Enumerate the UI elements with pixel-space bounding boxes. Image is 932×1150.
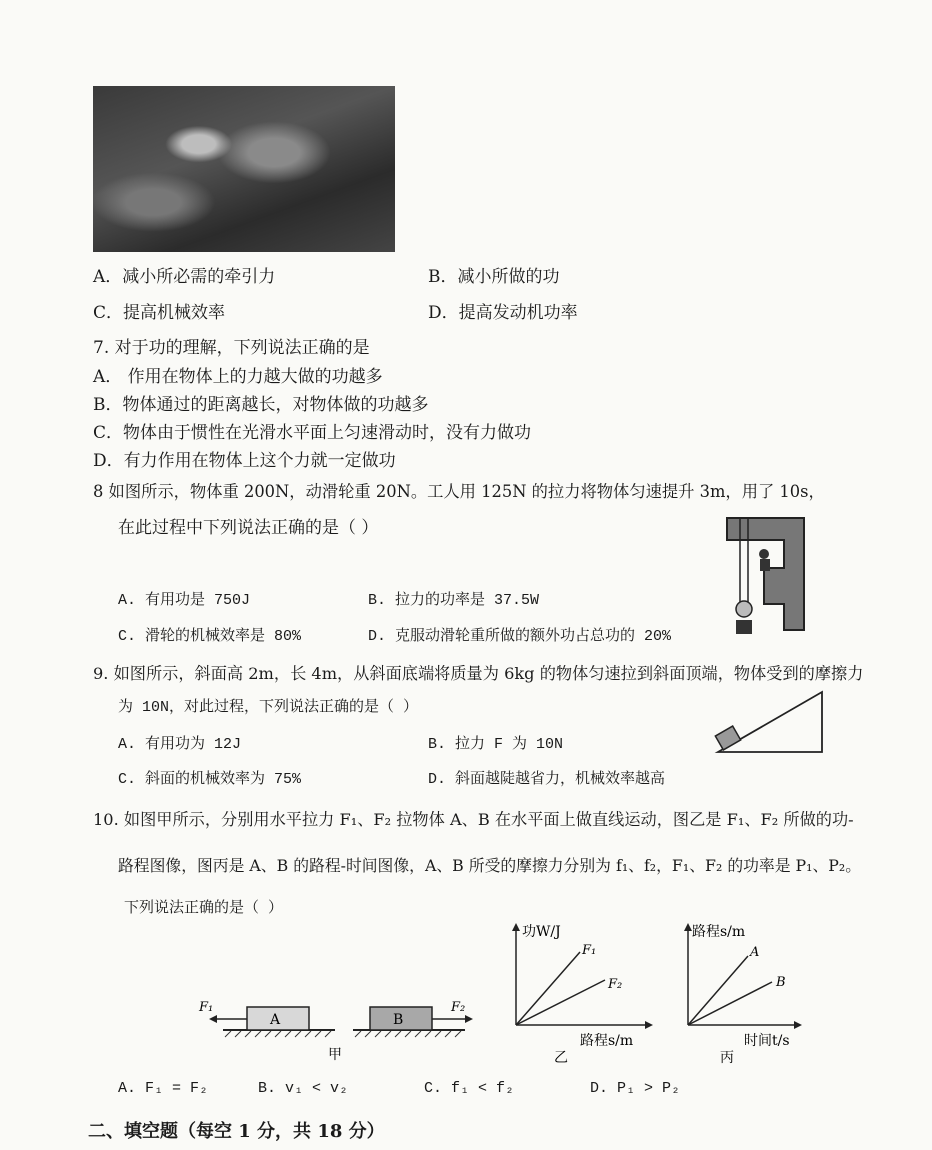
line-b xyxy=(688,982,772,1025)
q8-option-b: B. 拉力的功率是 37.5W xyxy=(368,592,540,609)
q8-option-c: C. 滑轮的机械效率是 80% xyxy=(118,628,302,645)
figure-bing-caption: 丙 xyxy=(720,1050,734,1065)
q7-option-c: C．物体由于惯性在光滑水平面上匀速滑动时，没有力做功 xyxy=(93,423,532,443)
line-a xyxy=(688,956,748,1025)
figure-yi-caption: 乙 xyxy=(554,1050,568,1065)
q10-option-b: B. v₁ < v₂ xyxy=(258,1080,349,1097)
force-f2-label: F₂ xyxy=(451,1000,466,1015)
q6-option-a: A．减小所必需的牵引力 xyxy=(93,267,276,287)
q9-option-b: B. 拉力 F 为 10N xyxy=(428,736,564,753)
line-f2 xyxy=(516,980,605,1025)
q10-option-d: D. P₁ > P₂ xyxy=(590,1080,681,1097)
q7-stem: 7. 对于功的理解，下列说法正确的是 xyxy=(93,338,370,358)
yi-y-axis-label: 功W/J xyxy=(522,924,561,940)
q10-option-a: A. F₁ = F₂ xyxy=(118,1080,209,1097)
q10-stem-line2: 路程图像，图丙是 A、B 的路程-时间图像，A、B 所受的摩擦力分别为 f₁、f₂，F₁、F₂ 的功率是 P₁、P₂。 xyxy=(118,856,862,875)
bing-line1-label: A xyxy=(750,945,760,960)
q10-stem-line1: 10. 如图甲所示，分别用水平拉力 F₁、F₂ 拉物体 A、B 在水平面上做直线运动，图乙是 F₁、F₂ 所做的功- xyxy=(93,810,854,829)
q8-stem-line2: 在此过程中下列说法正确的是（ ） xyxy=(118,518,379,538)
q6-option-b: B．减小所做的功 xyxy=(428,267,560,287)
q9-option-c: C. 斜面的机械效率为 75% xyxy=(118,771,302,788)
q8-stem-line1: 8 如图所示，物体重 200N，动滑轮重 20N。工人用 125N 的拉力将物体匀速提升 3m，用了 10s， xyxy=(93,482,825,501)
block-b-label: B xyxy=(393,1012,404,1028)
figure-yi xyxy=(500,920,655,1065)
figure-jia-caption: 甲 xyxy=(328,1047,342,1063)
figure-bing xyxy=(672,920,807,1065)
q8-option-d: D. 克服动滑轮重所做的额外功占总功的 20% xyxy=(368,628,672,645)
bing-line2-label: B xyxy=(776,975,786,990)
line-f1 xyxy=(516,952,580,1025)
q6-option-c: C．提高机械效率 xyxy=(93,303,226,323)
q7-option-d: D．有力作用在物体上这个力就一定做功 xyxy=(93,451,396,471)
pulley-diagram xyxy=(722,512,814,642)
figure-jia xyxy=(195,995,485,1070)
q6-option-d: D．提高发动机功率 xyxy=(428,303,578,323)
q9-option-a: A. 有用功为 12J xyxy=(118,736,242,753)
yi-x-axis-label: 路程s/m xyxy=(580,1033,634,1049)
q9-stem-line1: 9. 如图所示，斜面高 2m，长 4m，从斜面底端将质量为 6kg 的物体匀速拉到斜面顶端，物体受到的摩擦力 xyxy=(93,664,864,683)
section-2-title: 二、填空题（每空 1 分，共 18 分） xyxy=(88,1121,385,1142)
bing-x-axis-label: 时间t/s xyxy=(744,1033,790,1049)
q8-option-a: A. 有用功是 750J xyxy=(118,592,251,609)
q10-stem-line3: 下列说法正确的是（ ） xyxy=(124,900,284,917)
yi-line1-label: F₁ xyxy=(582,943,597,958)
truck-photo xyxy=(93,86,395,252)
q9-stem-line2: 为 10N，对此过程，下列说法正确的是（ ） xyxy=(118,699,419,716)
q10-option-c: C. f₁ < f₂ xyxy=(424,1080,515,1097)
q9-option-d: D. 斜面越陡越省力，机械效率越高 xyxy=(428,771,666,788)
block-a-label: A xyxy=(270,1012,281,1028)
q7-option-a: A． 作用在物体上的力越大做的功越多 xyxy=(93,367,383,387)
q7-option-b: B．物体通过的距离越长，对物体做的功越多 xyxy=(93,395,429,415)
force-f1-label: F₁ xyxy=(199,1000,214,1015)
incline-diagram xyxy=(710,688,825,758)
yi-line2-label: F₂ xyxy=(608,977,623,992)
bing-y-axis-label: 路程s/m xyxy=(692,924,746,940)
